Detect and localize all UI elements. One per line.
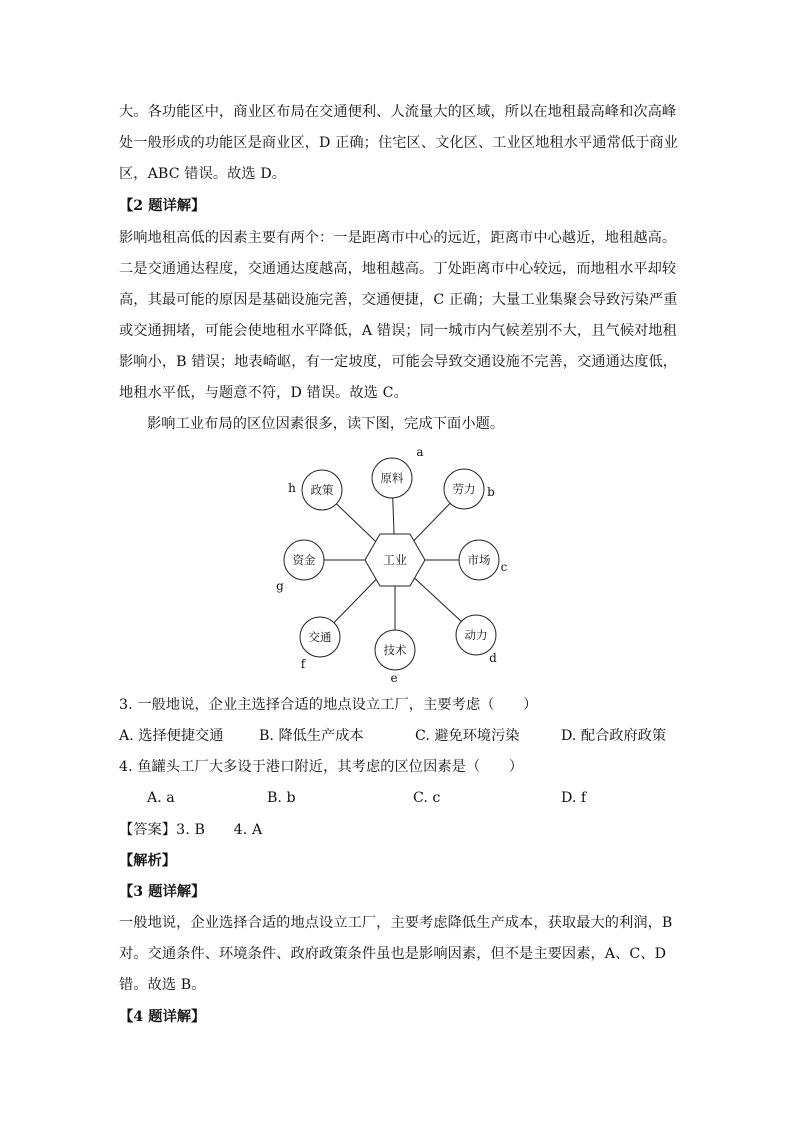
q3-option-d: D. 配合政府政策 [561,728,667,744]
node-label: 交通 [308,630,332,644]
text-line: 二是交通通达程度，交通通达度越高，地租越高。丁处距离市中心较远，而地租水平却较 [119,261,677,277]
node-letter: h [288,481,296,495]
q3-stem: 3. 一般地说，企业主选择合适的地点设立工厂，主要考虑（ ） [119,697,538,713]
text-line: 错。故选 B。 [119,977,206,993]
q3-heading: 【3 题详解】 [119,884,206,900]
text-line: 对。交通条件、环境条件、政府政策条件虽也是影响因素，但不是主要因素，A、C、D [119,946,667,962]
q3-option-a: A. 选择便捷交通 [119,728,224,744]
text-line: 区，ABC 错误。故选 D。 [119,166,287,182]
node-label: 技术 [383,643,407,657]
text-line: 一般地说，企业选择合适的地点设立工厂，主要考虑降低生产成本，获取最大的利润，B [119,915,673,931]
q4-option-b: B. b [267,790,296,806]
node-label: 原料 [380,471,404,485]
node-label: 政策 [310,483,334,497]
q3-option-b: B. 降低生产成本 [259,728,364,744]
industry-location-diagram [270,448,520,690]
node-label: 劳力 [452,482,476,496]
q4-option-a: A. a [147,790,175,806]
node-label: 资金 [292,553,316,567]
text-line: 影响小，B 错误；地表崎岖，有一定坡度，可能会导致交通设施不完善，交通通达度低， [119,354,678,370]
q3-option-c: C. 避免环境污染 [415,728,520,744]
node-label: 动力 [464,628,488,642]
q4-option-d: D. f [561,790,587,806]
intro-text: 影响工业布局的区位因素很多，读下图，完成下面小题。 [147,416,505,432]
q4-heading: 【4 题详解】 [119,1009,206,1025]
text-line: 高，其最可能的原因是基础设施完善，交通便捷，C 正确；大量工业集聚会导致污染严重 [119,292,678,308]
text-line: 或交通拥堵，可能会使地租水平降低，A 错误；同一城市内气候差别不大，且气候对地租 [119,323,677,339]
text-line: 地租水平低，与题意不符，D 错误。故选 C。 [119,385,408,401]
node-letter: e [390,671,398,685]
node-letter: g [276,579,284,593]
node-letter: c [500,560,508,574]
node-letter: b [487,485,495,499]
node-letter: d [489,651,497,665]
q2-heading: 【2 题详解】 [119,198,206,214]
node-letter: a [416,448,424,459]
node-label: 市场 [467,553,491,567]
answer-line: 【答案】3. B 4. A [119,822,263,838]
diagram-hub [365,534,425,586]
analysis-heading: 【解析】 [119,853,177,869]
text-line: 大。各功能区中，商业区布局在交通便利、人流量大的区域，所以在地租最高峰和次高峰 [119,104,677,120]
q4-option-c: C. c [413,790,441,806]
q4-stem: 4. 鱼罐头工厂大多设于港口附近，其考虑的区位因素是（ ） [119,759,524,775]
text-line: 影响地租高低的因素主要有两个：一是距离市中心的远近，距离市中心越近，地租越高。 [119,230,677,246]
hub-label: 工业 [382,553,408,567]
node-letter: f [300,657,306,671]
text-line: 处一般形成的功能区是商业区，D 正确；住宅区、文化区、工业区地租水平通常低于商业 [119,135,679,151]
